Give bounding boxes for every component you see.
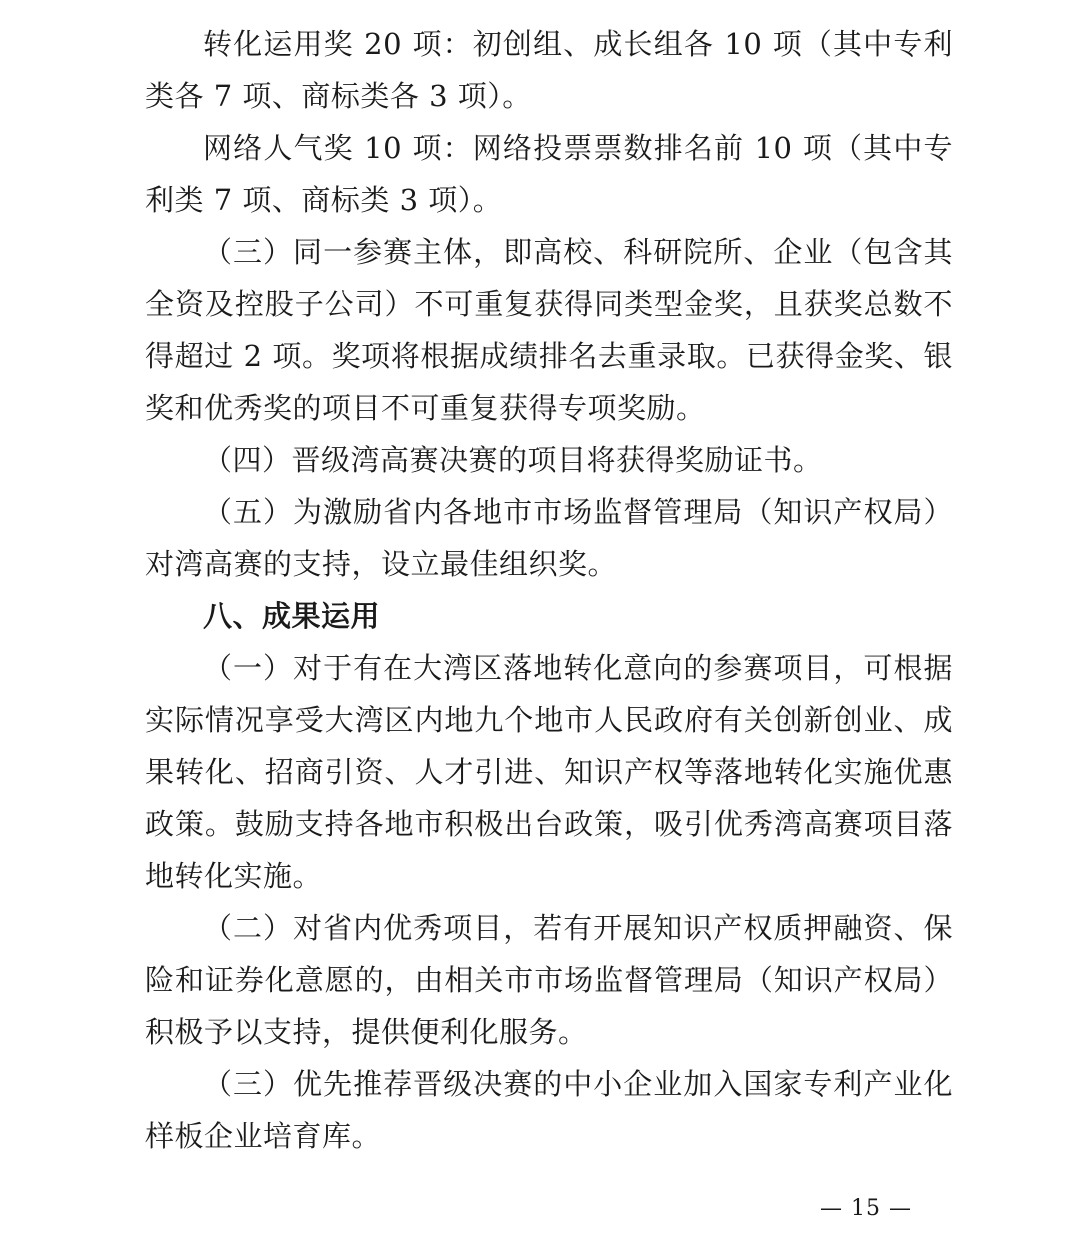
paragraph-item-5: （五）为激励省内各地市市场监督管理局（知识产权局）对湾高赛的支持，设立最佳组织奖。 <box>145 495 953 581</box>
paragraph-item-4: （四）晋级湾高赛决赛的项目将获得奖励证书。 <box>203 443 823 477</box>
document-body <box>145 18 953 1162</box>
section-paragraph-2: （二）对省内优秀项目，若有开展知识产权质押融资、保险和证券化意愿的，由相关市市场监督管理局（知识产权局）积极予以支持，提供便利化服务。 <box>145 911 953 1049</box>
paragraph-item-3: （三）同一参赛主体，即高校、科研院所、企业（包含其全资及控股子公司）不可重复获得同类型金奖，且获奖总数不得超过 2 项。奖项将根据成绩排名去重录取。已获得金奖、银奖和优秀奖的项目不可重复获得专项奖励。 <box>145 235 953 425</box>
section-paragraph-3: （三）优先推荐晋级决赛的中小企业加入国家专利产业化样板企业培育库。 <box>145 1067 953 1153</box>
section-heading: 八、成果运用 <box>203 599 381 633</box>
paragraph-transformation-award: 转化运用奖 20 项：初创组、成长组各 10 项（其中专利类各 7 项、商标类各 3 项）。 <box>145 27 953 113</box>
paragraph-popularity-award: 网络人气奖 10 项：网络投票票数排名前 10 项（其中专利类 7 项、商标类 3 项）。 <box>145 131 953 217</box>
section-paragraph-1: （一）对于有在大湾区落地转化意向的参赛项目，可根据实际情况享受大湾区内地九个地市人民政府有关创新创业、成果转化、招商引资、人才引进、知识产权等落地转化实施优惠政策。鼓励支持各地市积极出台政策，吸引优秀湾高赛项目落地转化实施。 <box>145 651 953 893</box>
page-number: — 15 — <box>820 1196 912 1221</box>
